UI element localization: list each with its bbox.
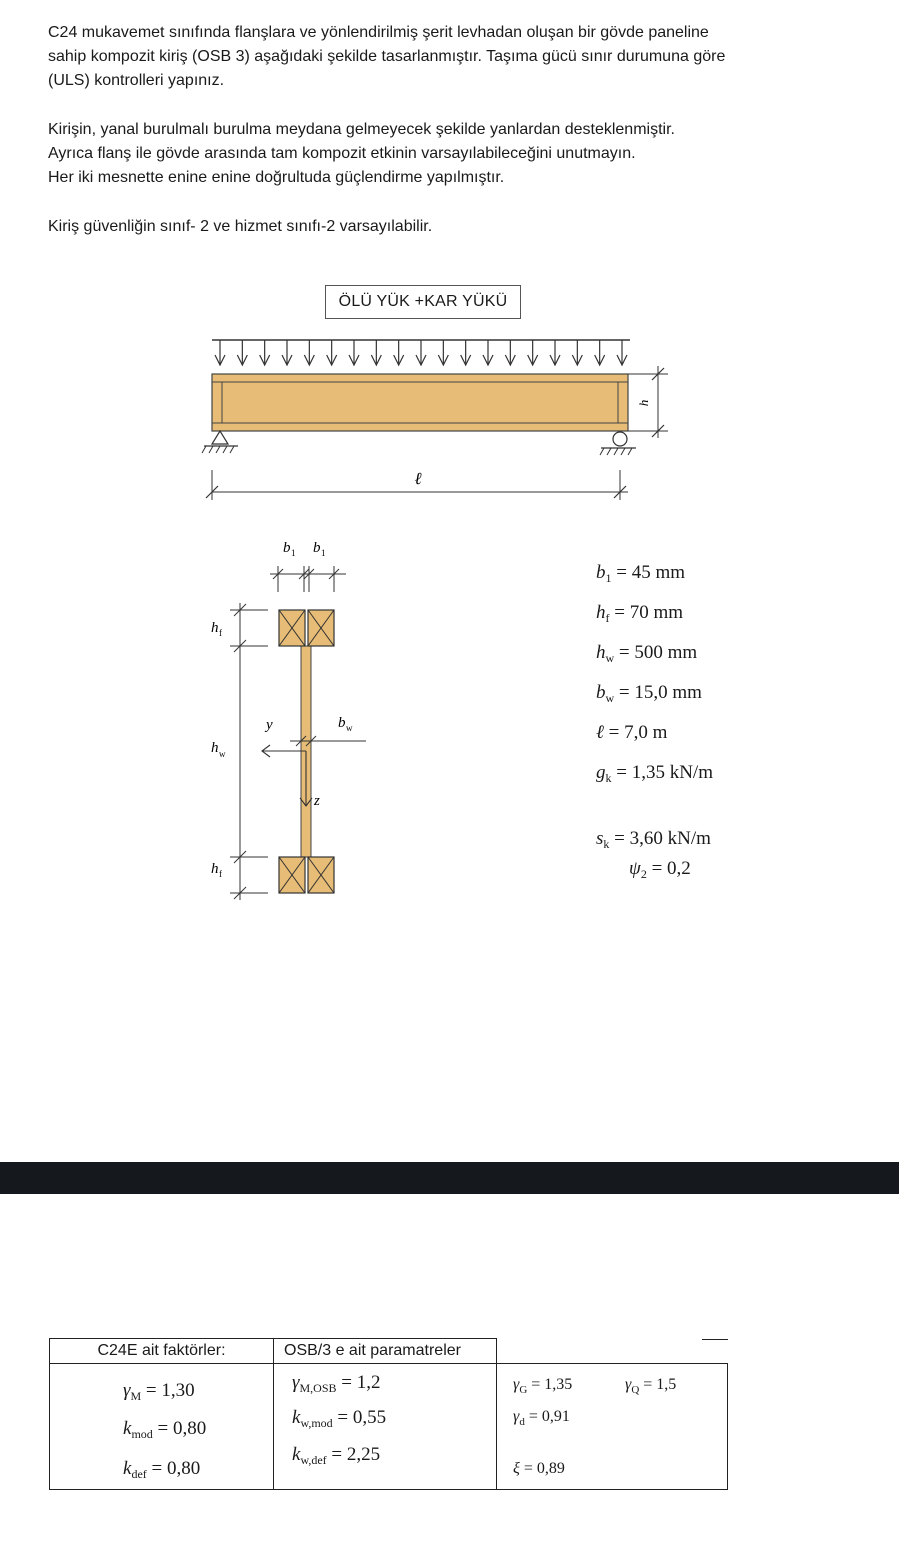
k-def: $k_{def} = 0,80$ (123, 1458, 201, 1481)
gamma-q: $\gamma_Q = 1,5$ (625, 1376, 677, 1396)
b1-label-left: b (283, 540, 291, 556)
param-psi2: $\psi_2 = 0,2$ (629, 858, 691, 881)
hf-label-bottom: h (211, 861, 219, 877)
class-line: Kiriş güvenliğin sınıf- 2 ve hizmet sınıfı-2 varsayılabilir. (48, 218, 433, 235)
header-c24: C24E ait faktörler: (50, 1339, 274, 1364)
cross-section-diagram (0, 525, 899, 915)
beam-elevation-diagram (0, 330, 899, 510)
bw-label: b (338, 715, 346, 731)
bottom-flange-right (308, 857, 334, 893)
load-arrow (349, 340, 359, 365)
condition-line: Kirişin, yanal burulmalı burulma meydana gelmeyecek şekilde yanlardan desteklenmiştir. (48, 121, 675, 138)
load-arrow (260, 340, 270, 365)
factors-table (49, 1338, 728, 1490)
height-label: h (636, 399, 651, 407)
problem-conditions (48, 118, 848, 190)
top-flange-left (279, 610, 305, 646)
load-arrow (483, 340, 493, 365)
osb-params-cell (274, 1364, 497, 1490)
load-arrow (215, 340, 225, 365)
hf-sub-top: f (219, 628, 222, 638)
load-label: ÖLÜ YÜK +KAR YÜKÜ (338, 293, 508, 310)
load-label-box (325, 285, 521, 319)
load-arrow (282, 340, 292, 365)
bottom-flange-left (279, 857, 305, 893)
hf-sub-bottom: f (219, 869, 222, 879)
load-arrow (237, 340, 247, 365)
kw-def: $k_{w,def} = 2,25$ (292, 1444, 381, 1467)
dark-separator-band (0, 1162, 899, 1194)
top-flange-right (308, 610, 334, 646)
load-arrow (461, 340, 471, 365)
load-arrow (550, 340, 560, 365)
z-axis-label: z (314, 793, 320, 809)
param-b1: $b_1 = 45$ mm (596, 562, 686, 585)
span-label: ℓ (414, 469, 422, 488)
table-header-row (50, 1339, 728, 1364)
load-arrow (595, 340, 605, 365)
intro-line: (ULS) kontrolleri yapınız. (48, 72, 225, 89)
param-span: ℓ = 7,0 m (596, 722, 668, 743)
load-arrow (438, 340, 448, 365)
y-axis-arrow (262, 745, 306, 757)
load-arrow (617, 340, 627, 365)
load-arrow (528, 340, 538, 365)
load-arrow (327, 340, 337, 365)
load-arrows (215, 340, 627, 365)
k-mod: $k_{mod} = 0,80$ (123, 1418, 207, 1441)
param-gk: $g_k = 1,35$ kN/m (596, 762, 713, 785)
load-arrow (416, 340, 426, 365)
condition-line: Ayrıca flanş ile gövde arasında tam kompozit etkinin varsayılabileceğini unutmayın. (48, 145, 636, 162)
b1-sub-left: 1 (291, 548, 296, 558)
load-arrow (572, 340, 582, 365)
condition-line: Her iki mesnette enine enine doğrultuda güçlendirme yapılmıştır. (48, 169, 505, 186)
gamma-m: $\gamma_M = 1,30$ (123, 1380, 195, 1403)
b1-label-right: b (313, 540, 321, 556)
load-arrow (304, 340, 314, 365)
gamma-d: $\gamma_d = 0,91$ (513, 1408, 570, 1428)
table-row (50, 1364, 728, 1490)
beam-body (212, 374, 628, 431)
b1-sub-right: 1 (321, 548, 326, 558)
xi: ξ = 0,89 (513, 1460, 565, 1477)
y-axis-label: y (266, 717, 273, 733)
bw-sub: w (346, 723, 353, 733)
load-arrow (394, 340, 404, 365)
intro-line: C24 mukavemet sınıfında flanşlara ve yönlendirilmiş şerit levhadan oluşan bir gövde paneline (48, 24, 709, 41)
param-hf: $h_f = 70$ mm (596, 602, 684, 625)
load-arrow (371, 340, 381, 365)
gamma-m-osb: $\gamma_{M,OSB} = 1,2$ (292, 1372, 381, 1395)
problem-intro (48, 21, 848, 93)
c24-factors-cell (50, 1364, 274, 1490)
hf-label-top: h (211, 620, 219, 636)
problem-class (48, 215, 848, 239)
flange-width-dimension (270, 566, 346, 592)
kw-mod: $k_{w,mod} = 0,55$ (292, 1407, 387, 1430)
header-empty (497, 1339, 728, 1364)
partial-factors-cell (497, 1364, 728, 1490)
hw-label: h (211, 740, 219, 756)
param-sk: $s_k = 3,60$ kN/m (596, 828, 711, 851)
hw-sub: w (219, 749, 226, 759)
roller-support-icon (600, 432, 636, 455)
param-hw: $h_w = 500$ mm (596, 642, 698, 665)
param-bw: $b_w = 15,0$ mm (596, 682, 702, 705)
gamma-g: $\gamma_G = 1,35$ (513, 1376, 573, 1396)
intro-line: sahip kompozit kiriş (OSB 3) aşağıdaki şekilde tasarlanmıştır. Taşıma gücü sınır durumuna göre (48, 48, 726, 65)
load-arrow (505, 340, 515, 365)
header-osb: OSB/3 e ait paramatreler (274, 1339, 497, 1364)
pin-support-icon (202, 431, 238, 453)
